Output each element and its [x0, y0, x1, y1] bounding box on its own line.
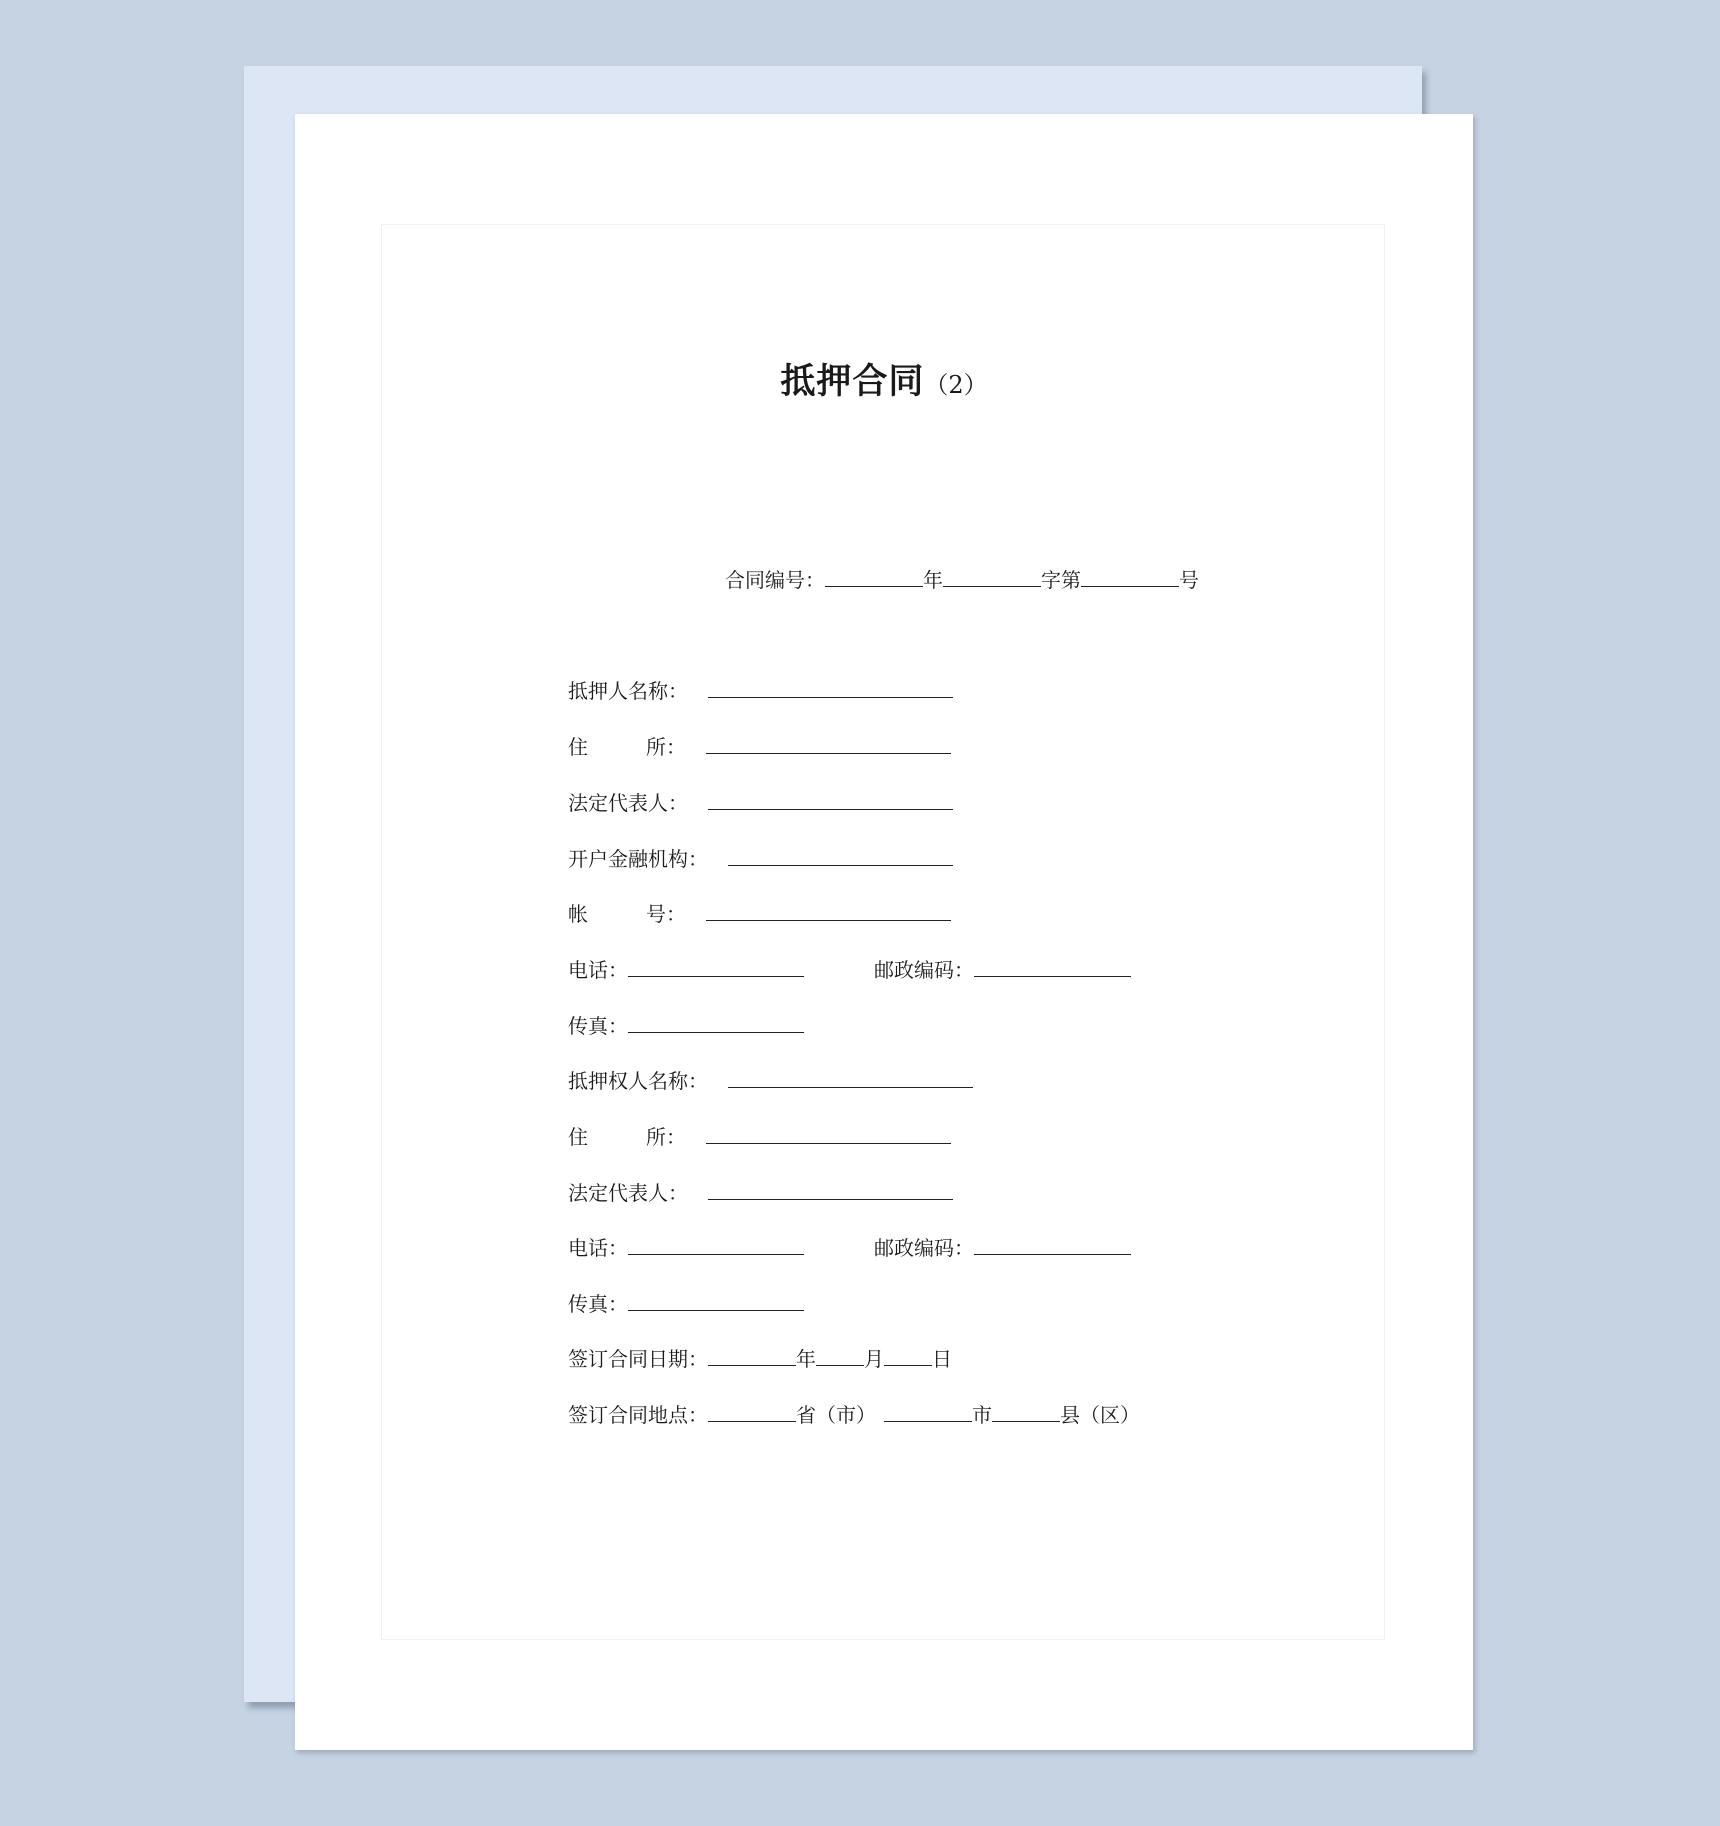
mortgagee-address-row [568, 1123, 951, 1151]
sign-province-blank[interactable] [708, 1401, 796, 1422]
mortgagee-legal-rep-row [568, 1179, 953, 1207]
sign-city-label: 市 [972, 1403, 992, 1427]
mortgagee-name-label: 抵押权人名称： [568, 1069, 708, 1093]
mortgagor-postcode-blank[interactable] [974, 956, 1131, 977]
mortgagor-bank-blank[interactable] [728, 845, 953, 866]
mortgagor-phone-label: 电话： [568, 958, 628, 982]
sign-year-label: 年 [796, 1347, 816, 1371]
mortgagor-account-blank[interactable] [706, 900, 951, 921]
mortgagor-address-label-2: 所： [646, 735, 686, 759]
sign-month-label: 月 [864, 1347, 884, 1371]
sign-place-label: 签订合同地点： [568, 1403, 708, 1427]
sign-county-label: 县（区） [1060, 1403, 1140, 1427]
mortgagee-address-label-1: 住 [568, 1125, 588, 1149]
contract-zi-blank[interactable] [943, 566, 1041, 587]
mortgagor-legal-rep-label: 法定代表人： [568, 791, 688, 815]
mortgagor-account-label-1: 帐 [568, 902, 588, 926]
mortgagor-fax-blank[interactable] [628, 1012, 804, 1033]
title-suffix: （2） [924, 371, 988, 399]
mortgagor-account-row [568, 900, 951, 928]
contract-year-blank[interactable] [825, 566, 923, 587]
mortgagee-phone-label: 电话： [568, 1236, 628, 1260]
mortgagor-fax-row [568, 1012, 804, 1040]
sign-place-row [568, 1401, 1140, 1429]
sign-city-blank[interactable] [884, 1401, 972, 1422]
mortgagee-address-label-2: 所： [646, 1125, 686, 1149]
contract-year-label: 年 [923, 568, 943, 592]
mortgagor-postcode-label: 邮政编码： [874, 958, 974, 982]
contract-zidi-label: 字第 [1041, 568, 1081, 592]
mortgagee-phone-blank[interactable] [628, 1234, 804, 1255]
sign-day-blank[interactable] [884, 1345, 932, 1366]
mortgagee-name-blank[interactable] [728, 1067, 973, 1088]
mortgagor-account-label-2: 号： [646, 902, 686, 926]
sign-month-blank[interactable] [816, 1345, 864, 1366]
mortgagor-address-label-1: 住 [568, 735, 588, 759]
mortgagor-address-blank[interactable] [706, 733, 951, 754]
mortgagor-legal-rep-blank[interactable] [708, 789, 953, 810]
sign-day-label: 日 [932, 1347, 952, 1371]
mortgagor-name-blank[interactable] [708, 677, 953, 698]
mortgagor-name-label: 抵押人名称： [568, 679, 688, 703]
mortgagor-phone-blank[interactable] [628, 956, 804, 977]
mortgagor-legal-rep-row [568, 789, 953, 817]
mortgagor-phone-row [568, 956, 1131, 984]
mortgagee-legal-rep-label: 法定代表人： [568, 1181, 688, 1205]
sign-province-label: 省（市） [796, 1403, 876, 1427]
mortgagee-postcode-label: 邮政编码： [874, 1236, 974, 1260]
mortgagor-bank-label: 开户金融机构： [568, 847, 708, 871]
sign-year-blank[interactable] [708, 1345, 796, 1366]
contract-number-row [725, 566, 1199, 594]
document-page [295, 114, 1473, 1750]
sign-county-blank[interactable] [992, 1401, 1060, 1422]
contract-number-label: 合同编号： [725, 568, 825, 592]
contract-hao-label: 号 [1179, 568, 1199, 592]
mortgagor-fax-label: 传真： [568, 1014, 628, 1038]
sign-date-row [568, 1345, 952, 1373]
mortgagee-address-blank[interactable] [706, 1123, 951, 1144]
mortgagee-phone-row [568, 1234, 1131, 1262]
sign-date-label: 签订合同日期： [568, 1347, 708, 1371]
contract-seq-blank[interactable] [1081, 566, 1179, 587]
mortgagor-bank-row [568, 845, 953, 873]
title-main: 抵押合同 [780, 362, 925, 402]
document-title [295, 354, 1473, 404]
mortgagee-fax-row [568, 1290, 804, 1318]
mortgagor-address-row [568, 733, 951, 761]
mortgagor-name-row [568, 677, 953, 705]
mortgagee-fax-blank[interactable] [628, 1290, 804, 1311]
mortgagee-name-row [568, 1067, 973, 1095]
mortgagee-postcode-blank[interactable] [974, 1234, 1131, 1255]
mortgagee-legal-rep-blank[interactable] [708, 1179, 953, 1200]
mortgagee-fax-label: 传真： [568, 1292, 628, 1316]
